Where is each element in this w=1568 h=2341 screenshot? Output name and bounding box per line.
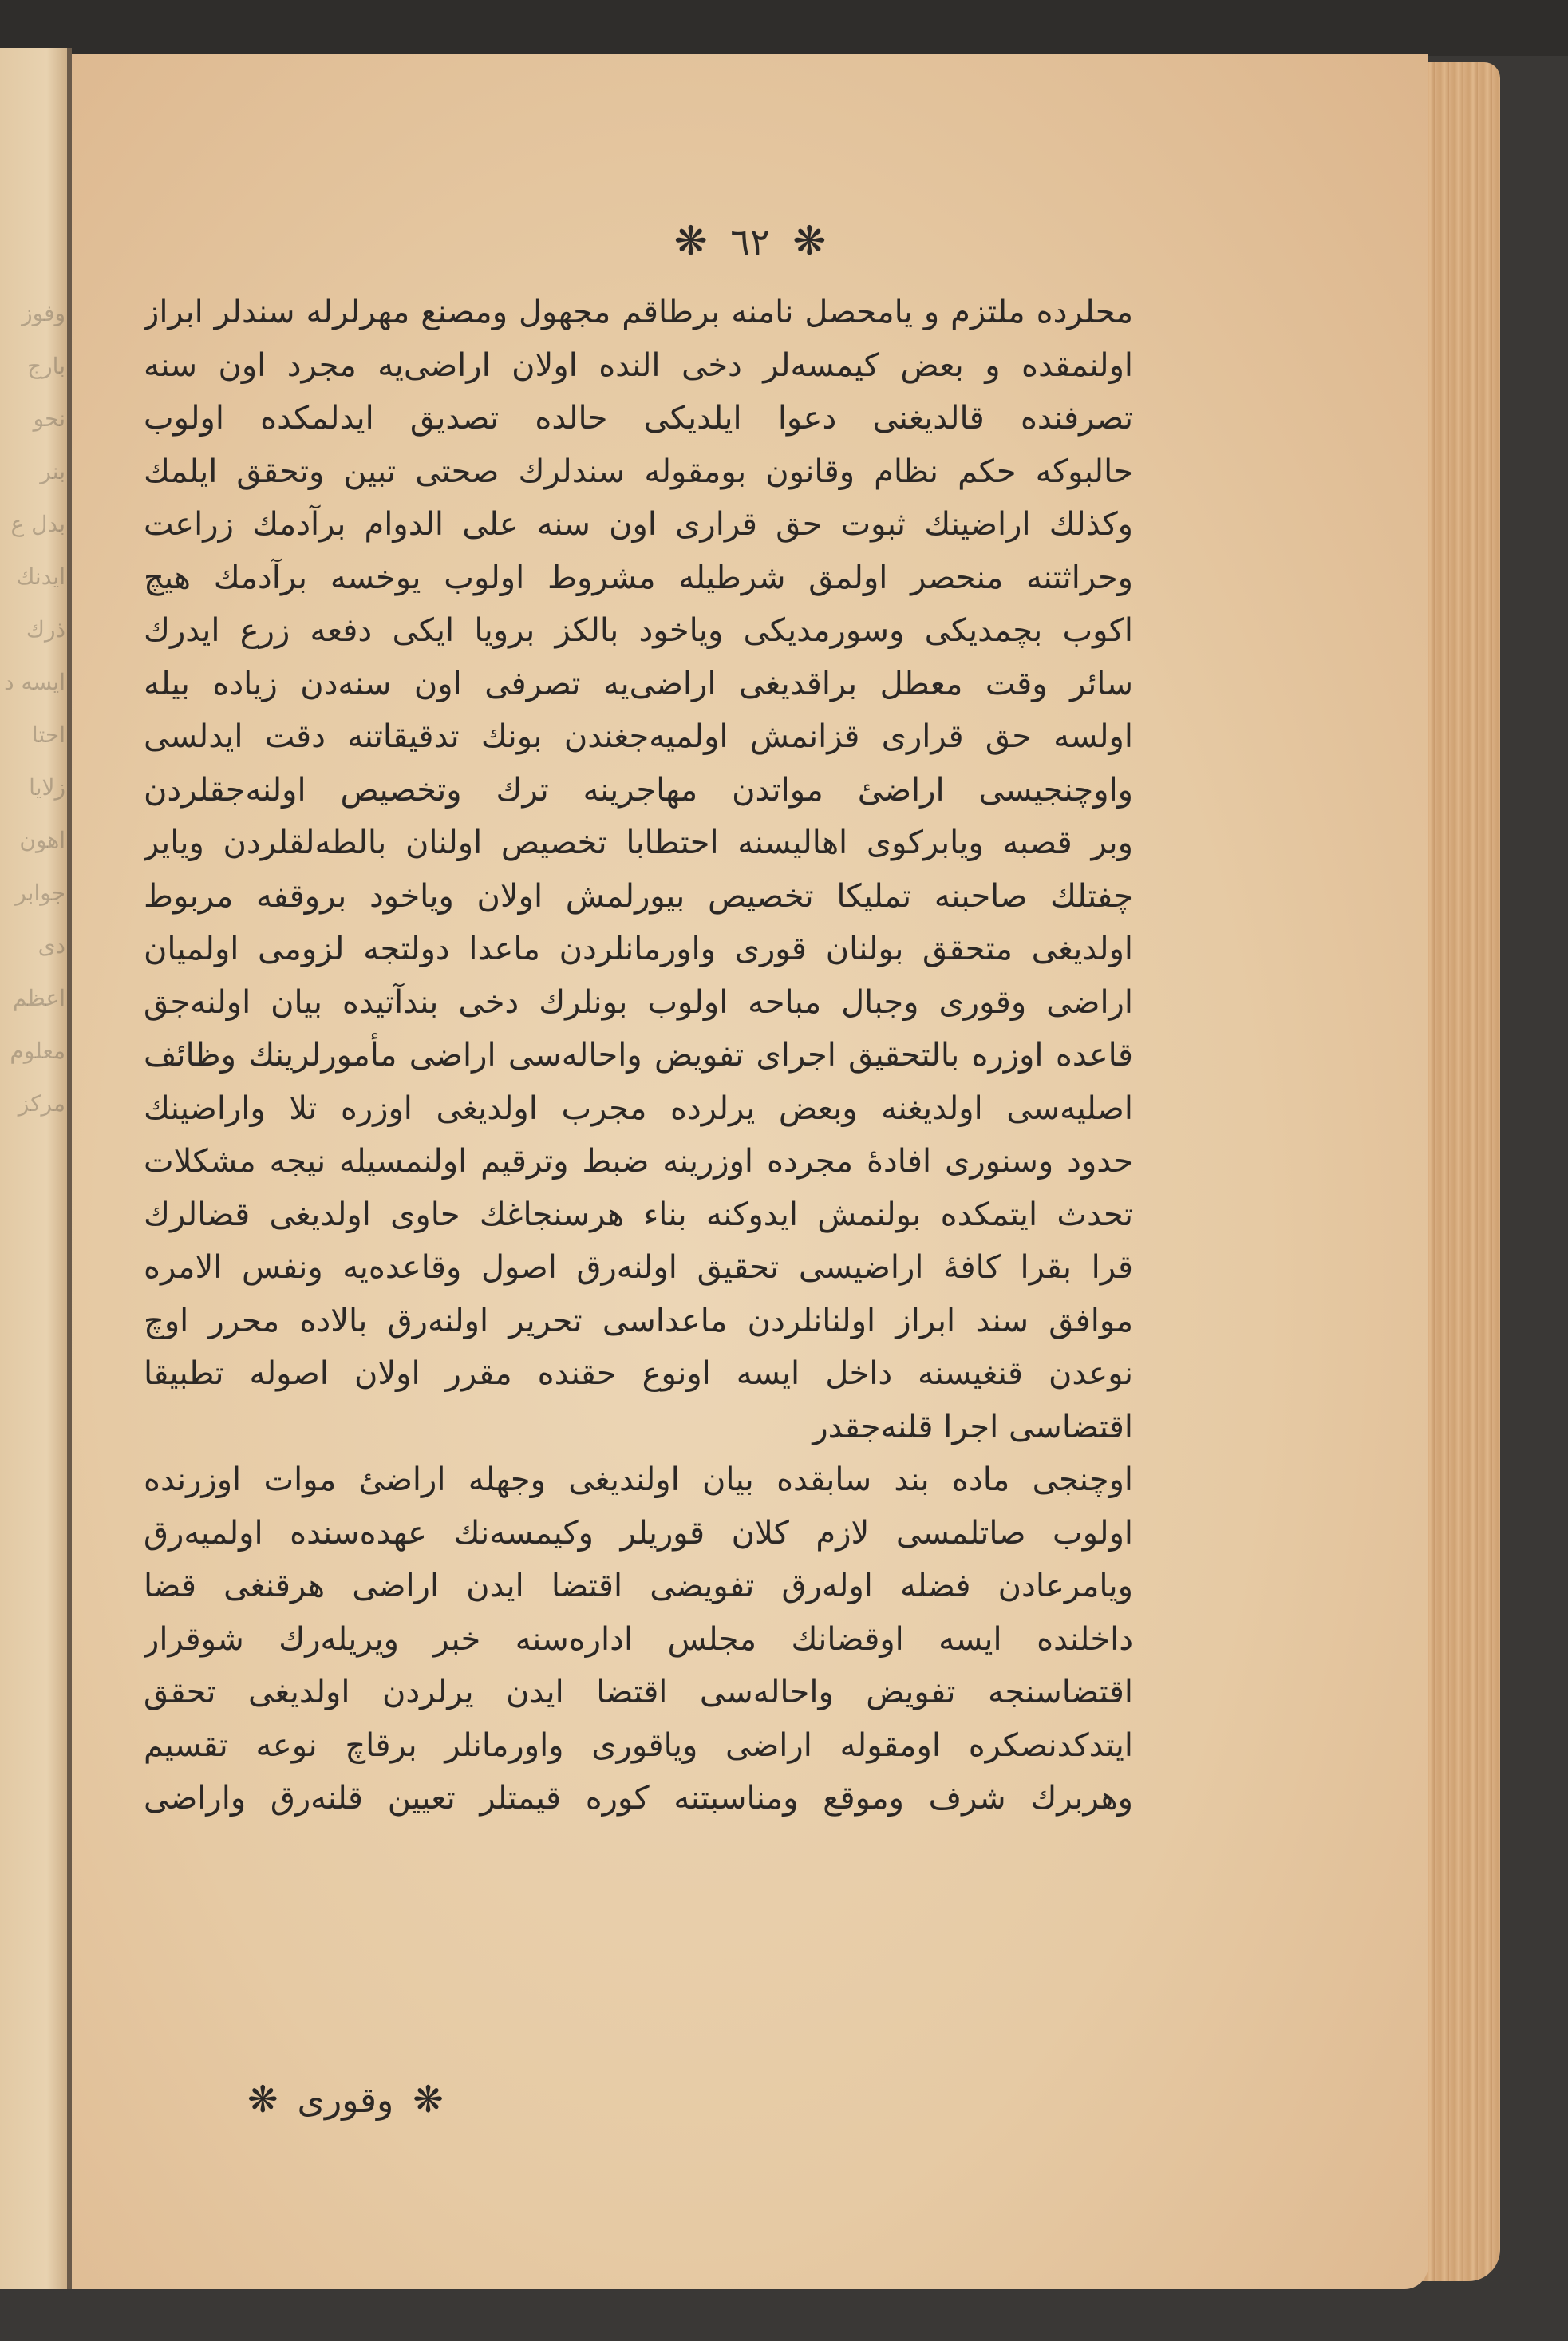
scan-backdrop-top: [0, 0, 1568, 56]
bleed-fragment: دی: [38, 932, 65, 959]
text-line: قرا بقرا كافهٔ اراضيسی تحقيق اولنه‌رق اصول وقاعده‌يه ونفس الامره: [144, 1249, 1133, 1286]
text-line: موافق سند ابراز اولنانلردن ماعداسی تحرير اولنه‌رق بالاده محرر اوچ: [144, 1302, 1133, 1339]
text-line: وكذلك اراضينك ثبوت حق قراری اون سنه علی الدوام برآدمك زراعت: [144, 506, 1133, 543]
text-line: اراضی وقوری وجبال مباحه اولوب بونلرك دخی بندآتيده بيان اولنه‌جق: [144, 983, 1133, 1021]
text-line: اكوب بچمديكی وسورمديكی وياخود بالكز برويا ايكی دفعه زرع ايدرك: [144, 612, 1133, 649]
scan-backdrop-bottom: [0, 2289, 1568, 2341]
bleed-fragment: اعظم: [12, 985, 65, 1011]
facing-page-edge: [0, 48, 67, 2315]
facing-page-bleed-text: [2, 48, 65, 1130]
ornament-icon: ❋: [792, 218, 827, 264]
page-header: [72, 218, 1428, 264]
text-line: واوچنجيسی اراضیٔ مواتدن مهاجرينه ترك وتخصيص اولنه‌جقلردن: [144, 771, 1133, 809]
text-line: اصليه‌سی اولديغنه وبعض يرلرده مجرب اولديغی اوزره تلا واراضينك: [144, 1089, 1133, 1127]
bleed-fragment: بدل ع: [10, 511, 65, 537]
text-line: اولنمقده و بعض كيمسه‌لر دخی النده اولان اراضی‌يه مجرد اون سنه: [144, 346, 1133, 384]
catchword: [239, 2078, 452, 2121]
bleed-fragment: نحو: [33, 405, 65, 432]
text-line: اقتضاسنجه تفويض واحاله‌سی اقتضا ايدن يرلردن اولديغی تحقق: [144, 1674, 1133, 1710]
text-line: حدود وسنوری افادهٔ مجرده اوزرينه ضبط وترقيم اولنمسيله نيجه مشكلات: [144, 1143, 1133, 1180]
text-line: وبر قصبه ويابركوی اهاليسنه احتطابا تخصيص اولنان بالطه‌لقلردن وياير: [144, 824, 1133, 861]
text-line: تصرفنده قالديغنی دعوا ايلديكی حالده تصديق ايدلمكده اولوب: [144, 400, 1133, 437]
text-line: محلرده ملتزم و يامحصل نامنه برطاقم مجهول ومصنع مهرلرله سندلر ابراز: [144, 294, 1133, 330]
bleed-fragment: ايدنك: [16, 564, 65, 590]
text-line: سائر وقت معطل براقديغی اراضی‌يه تصرفی اون سنه‌دن زياده بيله: [144, 665, 1133, 702]
text-line: ويامرعادن فضله اوله‌رق تفويضی اقتضا ايدن اراضی هرقنغی قضا: [144, 1568, 1133, 1604]
bleed-fragment: بنر: [40, 458, 65, 484]
text-line: اولوب صاتلمسی لازم كلان قوريلر وكيمسه‌نك عهده‌سنده اولميه‌رق: [144, 1514, 1133, 1552]
bleed-fragment: بارج: [27, 353, 65, 379]
text-line: وحراثتنه منحصر اولمق شرطيله مشروط اولوب يوخسه برآدمك هيچ: [144, 559, 1133, 596]
bleed-fragment: ايسه د: [4, 669, 65, 695]
page-stack-edges: [1420, 62, 1500, 2281]
bleed-fragment: احتا: [31, 722, 65, 748]
bleed-fragment: اهون: [19, 827, 65, 853]
book-page: [72, 54, 1428, 2289]
text-line: حالبوكه حكم نظام وقانون بومقوله سندلرك صحتی تبين وتحقق ايلمك: [144, 453, 1133, 490]
article-heading-line: اوچنجی ماده بند سابقده بيان اولنديغی وجهله اراضیٔ موات اوزرنده: [144, 1461, 1133, 1498]
catchword-text: وقوری: [297, 2080, 394, 2121]
paragraph-end-line: اقتضاسی اجرا قلنه‌جقدر: [812, 1408, 1133, 1445]
text-line: اولسه حق قراری قزانمش اولميه‌جغندن بونك تدقيقاتنه دقت ايدلسی: [144, 718, 1133, 755]
bleed-fragment: معلوم: [10, 1038, 65, 1064]
ornament-icon: ❋: [413, 2078, 444, 2121]
text-line: نوعدن قنغيسنه داخل ايسه اونوع حقنده مقرر اولان اصوله تطبيقا: [144, 1355, 1133, 1392]
text-line: تحدث ايتمكده بولنمش ايدوكنه بناء هرسنجاغك حاوی اولديغی قضالرك: [144, 1196, 1133, 1233]
bleed-fragment: جوابر: [15, 880, 65, 906]
text-line: داخلنده ايسه اوقضانك مجلس اداره‌سنه خبر ويريله‌رك شوقرار: [144, 1620, 1133, 1658]
bleed-fragment: ذرك: [26, 616, 65, 643]
bleed-fragment: زلايا: [29, 774, 65, 801]
text-line: قاعده اوزره بالتحقيق اجرای تفويض واحاله‌سی اراضی مأمورلرينك وظائف: [144, 1037, 1133, 1074]
text-line: ايتدكدنصكره اومقوله اراضی وياقوری واورمانلر برقاچ نوعه تقسيم: [144, 1726, 1133, 1764]
ornament-icon: ❋: [247, 2078, 278, 2121]
bleed-fragment: وفوز: [22, 300, 65, 326]
page-number: ٦٢: [730, 220, 770, 263]
text-line: وهربرك شرف وموقع ومناسبتنه كوره قيمتلر تعيين قلنه‌رق واراضی: [144, 1780, 1133, 1817]
text-line: اولديغی متحقق بولنان قوری واورمانلردن ماعدا دولتجه لزومی اولميان: [144, 931, 1133, 967]
body-text: [144, 286, 1133, 1825]
bleed-fragment: مركز: [18, 1090, 65, 1117]
text-line: چفتلك صاحبنه تمليكا تخصيص بيورلمش اولان وياخود بروقفه مربوط: [144, 877, 1133, 915]
ornament-icon: ❋: [673, 218, 708, 264]
